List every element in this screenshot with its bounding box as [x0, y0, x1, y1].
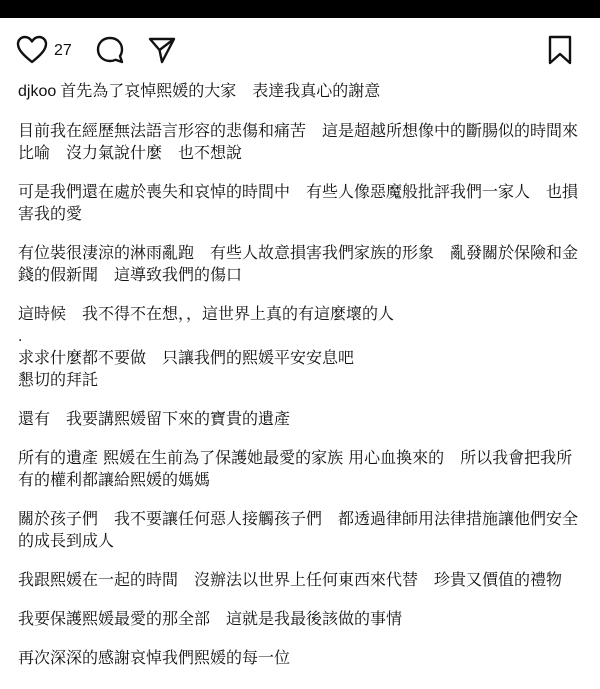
caption-paragraph: 目前我在經歷無法語言形容的悲傷和痛苦 這是超越所想像中的斷腸似的時間來比喻 沒力氣說什麼 也不想說	[18, 121, 579, 162]
like-button[interactable]	[16, 34, 48, 66]
caption-paragraph: 求求什麼都不要做 只讓我們的熙媛平安安息吧 懇切的拜託	[18, 348, 355, 389]
save-button[interactable]	[544, 34, 576, 66]
caption-paragraph: 所有的遺產 熙媛在生前為了保護她最愛的家族 用心血換來的 所以我會把我所有的權利都讓給熙媛的媽媽	[18, 448, 573, 489]
like-count: 27	[54, 42, 72, 59]
top-bar	[0, 0, 600, 18]
send-icon	[147, 35, 177, 65]
caption-paragraph: 我要保護熙媛最愛的那全部 這就是我最後該做的事情	[18, 609, 403, 628]
caption-paragraph: 關於孩子們 我不要讓任何惡人接觸孩子們 都透過律師用法律措施讓他們安全的成長到成人	[18, 509, 579, 550]
caption-paragraph: 這時候 我不得不在想，，這世界上真的有這麼壞的人	[18, 304, 395, 323]
caption-paragraph: 再次深深的感謝哀悼我們熙媛的每一位	[18, 648, 291, 667]
comment-icon	[95, 35, 125, 65]
caption-paragraph: djkoo 首先為了哀悼熙媛的大家 表達我真心的謝意	[18, 81, 381, 100]
post-action-row	[0, 18, 600, 80]
username-link[interactable]: djkoo	[18, 83, 57, 100]
share-button[interactable]	[146, 34, 178, 66]
caption-paragraph: 可是我們還在處於喪失和哀悼的時間中 有些人像惡魔般批評我們一家人 也損害我的愛	[18, 182, 579, 223]
comment-button[interactable]	[94, 34, 126, 66]
caption-paragraph: 有位裝很淒涼的淋雨亂跑 有些人故意損害我們家族的形象 亂發關於保險和金錢的假新聞 這導致我們的傷口	[18, 243, 579, 284]
caption-paragraph: 我跟熙媛在一起的時間 沒辦法以世界上任何東西來代替 珍貴又價值的禮物	[18, 570, 563, 589]
post-caption	[18, 80, 584, 686]
heart-icon	[16, 35, 48, 65]
caption-paragraph: 還有 我要講熙媛留下來的寶貴的遺產	[18, 409, 291, 428]
bookmark-icon	[547, 35, 573, 65]
caption-dot: .	[18, 329, 23, 345]
